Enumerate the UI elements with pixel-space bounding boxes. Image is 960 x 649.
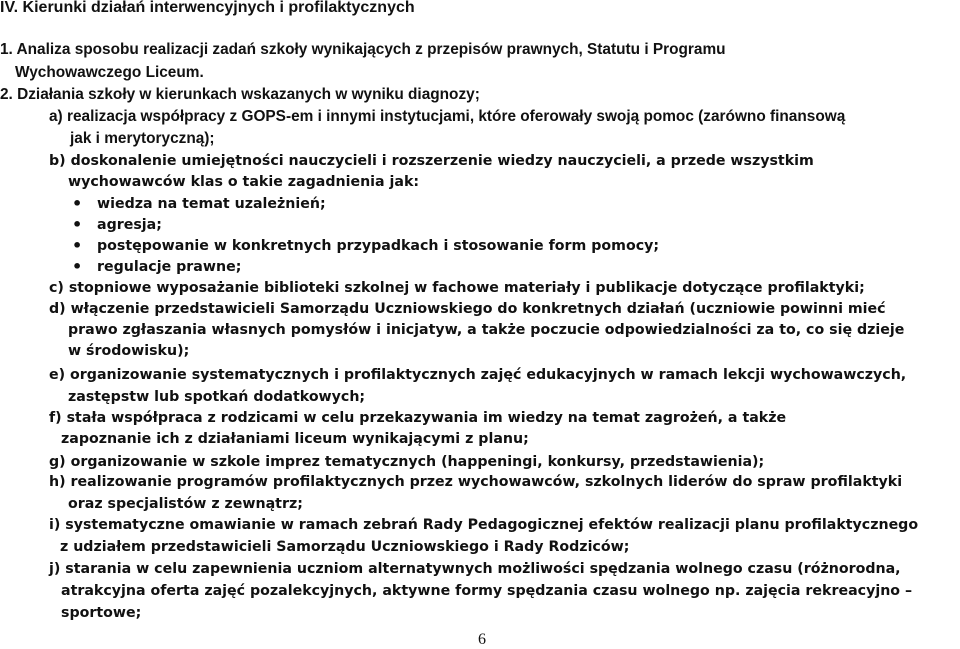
bullet-icon: • <box>72 215 83 234</box>
bullet-item-1: wiedza na temat uzależnień; <box>97 196 326 212</box>
item-c-line-1: c) stopniowe wyposażanie biblioteki szkolnej w fachowe materiały i publikacje dotyczące profilaktyki; <box>49 280 865 296</box>
item-b-line-2: wychowawców klas o takie zagadnienia jak: <box>68 174 420 190</box>
item-j-line-2: atrakcyjna oferta zajęć pozalekcyjnych, aktywne formy spędzania czasu wolnego np. zajęcia rekreacyjno – <box>61 583 913 599</box>
bullet-icon: • <box>72 236 83 255</box>
item-g-line-1: g) organizowanie w szkole imprez tematycznych (happeningi, konkursy, przedstawienia); <box>49 454 765 470</box>
item-d-line-1: d) włączenie przedstawicieli Samorządu Uczniowskiego do konkretnych działań (uczniowie powinni mieć <box>49 301 886 317</box>
item-h-line-1: h) realizowanie programów profilaktycznych przez wychowawców, szkolnych liderów do spraw profilaktyki <box>49 474 903 490</box>
bullet-icon: • <box>72 194 83 213</box>
item-h-line-2: oraz specjalistów z zewnątrz; <box>68 496 303 512</box>
section-title: IV. Kierunki działań interwencyjnych i profilaktycznych <box>0 0 415 16</box>
point-1-line-1: 1. Analiza sposobu realizacji zadań szkoły wynikających z przepisów prawnych, Statutu i Programu <box>0 41 726 58</box>
bullet-item-3: postępowanie w konkretnych przypadkach i stosowanie form pomocy; <box>97 238 660 254</box>
item-e-line-2: zastępstw lub spotkań dodatkowych; <box>68 389 366 405</box>
item-i-line-1: i) systematyczne omawianie w ramach zebrań Rady Pedagogicznej efektów realizacji planu profilaktycznego <box>49 517 919 533</box>
item-f-line-1: f) stała współpraca z rodzicami w celu przekazywania im wiedzy na temat zagrożeń, a także <box>49 410 787 426</box>
bullet-icon: • <box>72 257 83 276</box>
point-1-line-2: Wychowawczego Liceum. <box>15 64 204 81</box>
page-number: 6 <box>478 631 486 648</box>
item-b-line-1: b) doskonalenie umiejętności nauczycieli i rozszerzenie wiedzy nauczycieli, a przede wszystkim <box>49 153 814 169</box>
item-d-line-3: w środowisku); <box>68 343 190 359</box>
item-e-line-1: e) organizowanie systematycznych i profilaktycznych zajęć edukacyjnych w ramach lekcji wychowawczych, <box>49 367 907 383</box>
item-d-line-2: prawo zgłaszania własnych pomysłów i inicjatyw, a także poczucie odpowiedzialności za to, co się dzieje <box>68 322 905 338</box>
point-2-intro: 2. Działania szkoły w kierunkach wskazanych w wyniku diagnozy; <box>0 86 480 103</box>
item-a-line-1: a) realizacja współpracy z GOPS-em i innymi instytucjami, które oferowały swoją pomoc (zarówno finansową <box>49 108 846 125</box>
item-a-line-2: jak i merytoryczną); <box>70 130 215 147</box>
item-j-line-3: sportowe; <box>61 605 142 621</box>
item-f-line-2: zapoznanie ich z działaniami liceum wynikającymi z planu; <box>61 431 529 447</box>
bullet-item-2: agresja; <box>97 217 162 233</box>
bullet-item-4: regulacje prawne; <box>97 259 242 275</box>
item-j-line-1: j) starania w celu zapewnienia uczniom alternatywnych możliwości spędzania wolnego czasu (różnorodna, <box>49 561 901 577</box>
item-i-line-2: z udziałem przedstawicieli Samorządu Uczniowskiego i Rady Rodziców; <box>60 539 630 555</box>
